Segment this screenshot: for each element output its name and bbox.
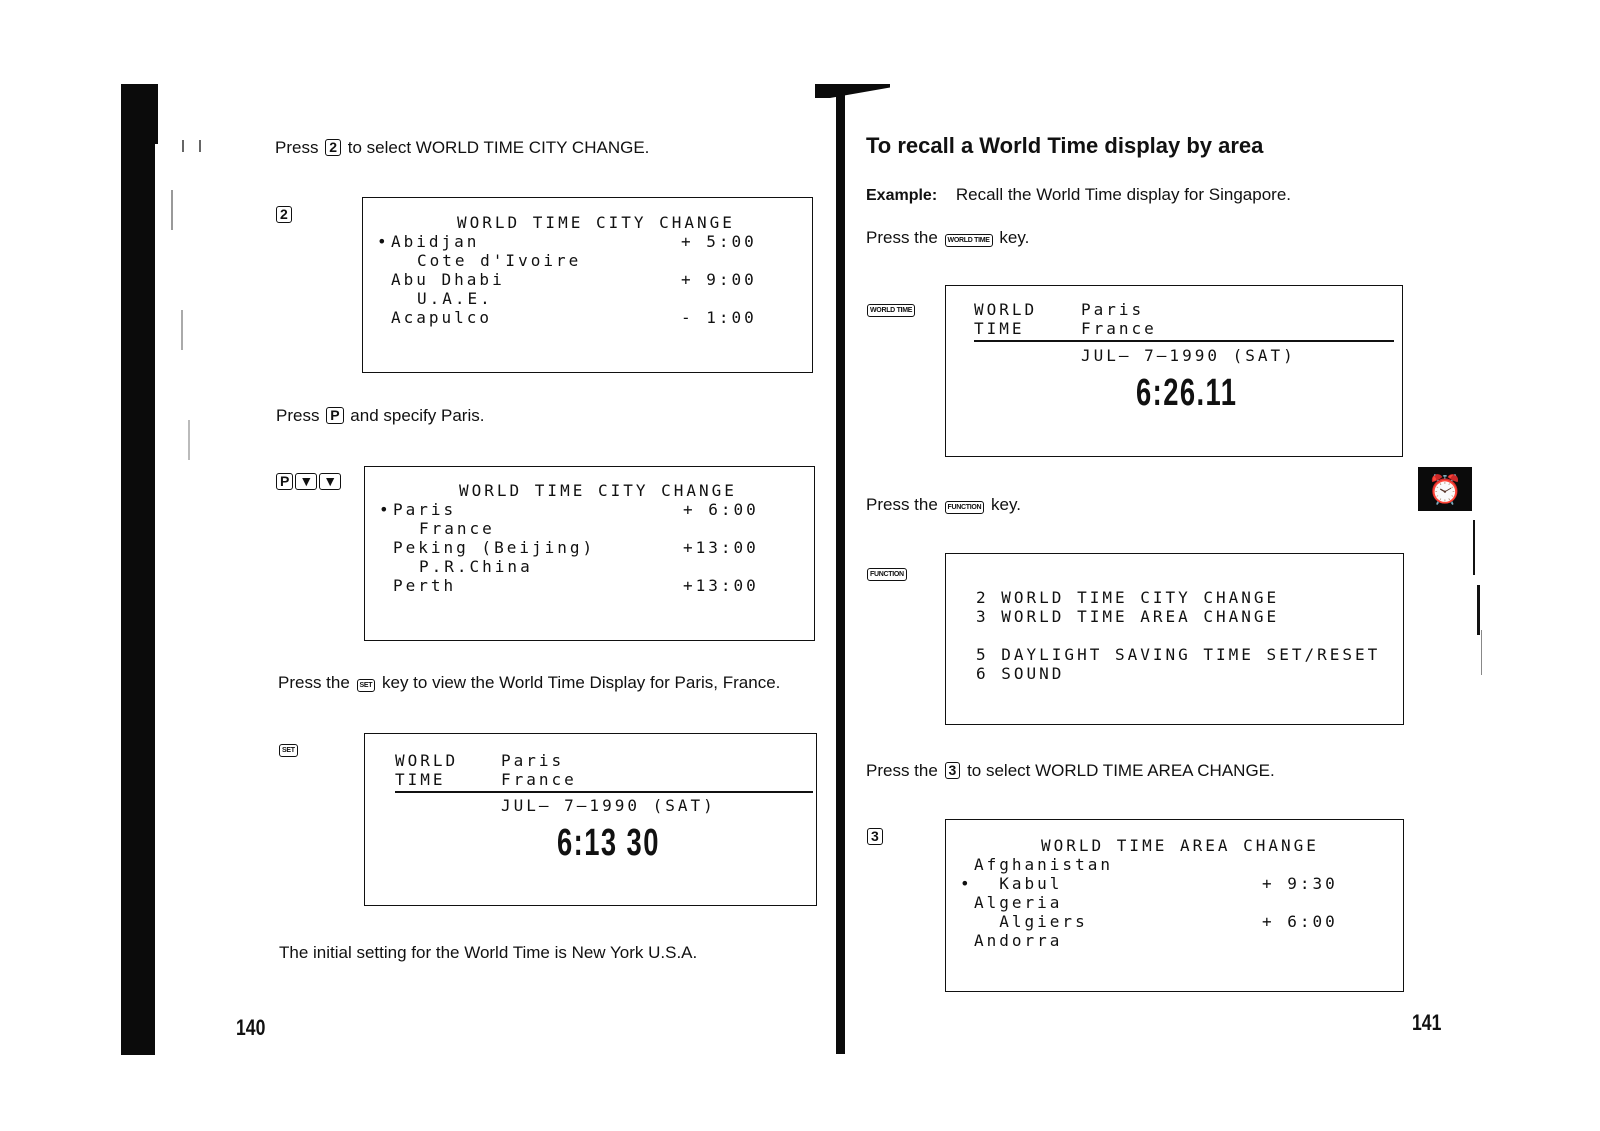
down-arrow-key-icon: ▼: [319, 473, 341, 490]
side-key-function: [866, 564, 908, 581]
screen-clock-time: 6:26.11: [1136, 372, 1238, 414]
row-name: Paris: [393, 500, 457, 519]
key-2-icon: 2: [276, 206, 292, 223]
world-time-key-icon: WORLD TIME: [867, 304, 915, 317]
row-offset: + 9:30: [1262, 874, 1338, 893]
menu-line: 6 SOUND: [976, 664, 1065, 683]
lcd-screen-city-change-1: [362, 197, 813, 373]
page-number-right: 141: [1412, 1010, 1442, 1035]
example-text: Recall the World Time display for Singapore.: [955, 185, 1291, 204]
row-name: Afghanistan: [974, 855, 1113, 874]
instruction-function: Press the FUNCTION key.: [866, 495, 1021, 514]
menu-line: 3 WORLD TIME AREA CHANGE: [976, 607, 1280, 626]
row-name: Abidjan: [391, 232, 480, 251]
row-name: Andorra: [974, 931, 1063, 950]
side-key-world-time: [866, 300, 916, 317]
row-offset: - 1:00: [681, 308, 757, 327]
example-label: Example:: [866, 187, 938, 204]
row-marker: •: [960, 874, 973, 893]
screen-label-world: WORLD: [974, 300, 1038, 319]
screen-date: JUL– 7–1990 (SAT): [501, 796, 716, 815]
menu-line: 5 DAYLIGHT SAVING TIME SET/RESET: [976, 645, 1381, 664]
instruction-2: Press P and specify Paris.: [276, 406, 485, 425]
screen-label-time: TIME: [395, 770, 446, 789]
center-spine: [836, 90, 845, 1054]
lcd-screen-area-change: [945, 819, 1404, 992]
row-name: U.A.E.: [417, 289, 493, 308]
lcd-screen-function-menu: [945, 553, 1404, 725]
row-marker: •: [377, 232, 390, 251]
screen-title: WORLD TIME CITY CHANGE: [459, 481, 737, 500]
alarm-clock-icon: ⏰: [1418, 467, 1472, 511]
margin-tick: [188, 420, 190, 460]
margin-tick: [1481, 630, 1482, 675]
example-line: [866, 185, 1291, 205]
key-p-icon: P: [326, 407, 343, 424]
screen-city: Paris: [501, 751, 565, 770]
spine-cap: [815, 84, 890, 98]
side-key-3: [866, 828, 884, 845]
row-name: Algiers: [974, 912, 1088, 931]
section-heading: To recall a World Time display by area: [866, 133, 1264, 158]
instruction-3: Press the SET key to view the World Time Display for Paris, France.: [278, 673, 781, 692]
side-key-2: [275, 206, 293, 223]
row-name: Cote d'Ivoire: [417, 251, 582, 270]
key-2-icon: 2: [325, 139, 341, 156]
row-name: Acapulco: [391, 308, 493, 327]
world-time-key-icon: WORLD TIME: [945, 234, 993, 247]
screen-clock-time: 6:13 30: [557, 822, 660, 864]
margin-tick: [182, 140, 184, 152]
screen-divider: [395, 791, 813, 793]
side-keys-p-down-down: [275, 473, 342, 490]
screen-city: Paris: [1081, 300, 1145, 319]
key-3-icon: 3: [867, 828, 883, 845]
page-number-left: 140: [236, 1015, 266, 1040]
instruction-world-time: Press the WORLD TIME key.: [866, 228, 1030, 247]
margin-tick: [1477, 585, 1480, 635]
row-offset: + 5:00: [681, 232, 757, 251]
row-marker: •: [379, 500, 392, 519]
menu-line: 2 WORLD TIME CITY CHANGE: [976, 588, 1280, 607]
lcd-screen-world-time-right: [945, 285, 1403, 457]
screen-date: JUL– 7–1990 (SAT): [1081, 346, 1296, 365]
margin-tick: [199, 140, 201, 152]
key-p-icon: P: [276, 473, 293, 490]
instruction-1: Press 2 to select WORLD TIME CITY CHANGE.: [275, 138, 650, 157]
screen-divider: [974, 340, 1394, 342]
row-offset: + 6:00: [1262, 912, 1338, 931]
set-key-icon: SET: [279, 744, 298, 757]
row-name: Algeria: [974, 893, 1063, 912]
set-key-icon: SET: [357, 679, 376, 692]
row-name: P.R.China: [419, 557, 533, 576]
screen-title: WORLD TIME CITY CHANGE: [457, 213, 735, 232]
function-key-icon: FUNCTION: [945, 501, 985, 514]
function-key-icon: FUNCTION: [867, 568, 907, 581]
row-name: Kabul: [974, 874, 1063, 893]
screen-country: France: [501, 770, 577, 789]
side-key-set: [278, 740, 299, 757]
screen-label-world: WORLD: [395, 751, 459, 770]
lcd-screen-city-change-2: [364, 466, 815, 641]
row-offset: + 6:00: [683, 500, 759, 519]
row-offset: + 9:00: [681, 270, 757, 289]
screen-label-time: TIME: [974, 319, 1025, 338]
margin-tick: [171, 190, 173, 230]
left-binding-edge: [121, 84, 155, 1055]
down-arrow-key-icon: ▼: [295, 473, 317, 490]
row-name: France: [419, 519, 495, 538]
margin-tick: [1473, 520, 1475, 575]
row-name: Abu Dhabi: [391, 270, 505, 289]
row-offset: +13:00: [683, 538, 759, 557]
row-name: Peking (Beijing): [393, 538, 596, 557]
instruction-area-change: Press the 3 to select WORLD TIME AREA CHANGE.: [866, 761, 1275, 780]
key-3-icon: 3: [945, 762, 961, 779]
lcd-screen-world-time-paris: [364, 733, 817, 906]
margin-tick: [181, 310, 183, 350]
screen-country: France: [1081, 319, 1157, 338]
row-name: Perth: [393, 576, 457, 595]
screen-title: WORLD TIME AREA CHANGE: [1041, 836, 1319, 855]
row-offset: +13:00: [683, 576, 759, 595]
note-initial-setting: The initial setting for the World Time is New York U.S.A.: [279, 943, 698, 962]
binding-notch: [152, 84, 158, 144]
